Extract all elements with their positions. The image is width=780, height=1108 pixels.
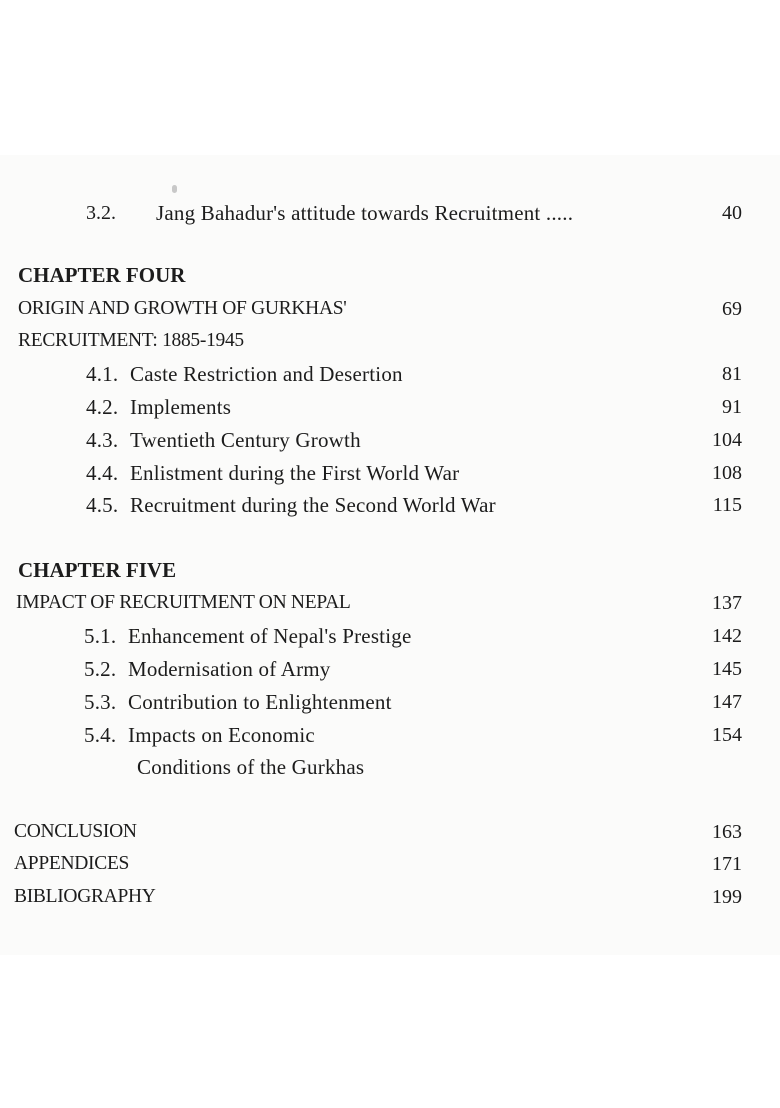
section-title: Modernisation of Army bbox=[128, 657, 331, 681]
section-title: Impacts on Economic bbox=[128, 723, 315, 747]
page-number: 154 bbox=[712, 724, 742, 746]
section-title: Caste Restriction and Desertion bbox=[130, 362, 403, 386]
section-title: Recruitment during the Second World War bbox=[130, 493, 496, 517]
page-number: 171 bbox=[712, 853, 742, 875]
chapter-label bbox=[0, 260, 780, 290]
section-number: 3.2. bbox=[86, 202, 116, 224]
page-number: 91 bbox=[722, 396, 742, 418]
toc-entry bbox=[0, 359, 780, 389]
page-number: 147 bbox=[712, 691, 742, 713]
toc-entry bbox=[0, 720, 780, 750]
chapter-four-title-cont: RECRUITMENT: 1885-1945 bbox=[18, 330, 244, 351]
toc-entry bbox=[0, 392, 780, 422]
section-number: 5.4. bbox=[84, 723, 117, 747]
section-number: 5.1. bbox=[84, 624, 117, 648]
page-number: 137 bbox=[712, 592, 742, 614]
section-number: 4.5. bbox=[86, 493, 119, 517]
toc-entry-cont bbox=[0, 752, 780, 782]
section-title: Twentieth Century Growth bbox=[130, 428, 361, 452]
section-title: Jang Bahadur's attitude towards Recruitment ..... bbox=[156, 201, 574, 225]
appendices-title: APPENDICES bbox=[14, 853, 130, 874]
chapter-five-title: IMPACT OF RECRUITMENT ON NEPAL bbox=[16, 592, 351, 613]
section-number: 4.4. bbox=[86, 461, 119, 485]
page-number: 40 bbox=[722, 202, 742, 224]
page-number: 115 bbox=[712, 494, 742, 516]
section-number: 4.1. bbox=[86, 362, 119, 386]
chapter-five-label: CHAPTER FIVE bbox=[18, 558, 177, 582]
page-number: 199 bbox=[712, 886, 742, 908]
toc-entry bbox=[0, 817, 780, 847]
chapter-title bbox=[0, 294, 780, 324]
section-title: Contribution to Enlightenment bbox=[128, 690, 392, 714]
page-number: 69 bbox=[722, 298, 742, 320]
toc-entry bbox=[0, 198, 780, 228]
page-number: 163 bbox=[712, 821, 742, 843]
scan-speck bbox=[172, 185, 177, 193]
toc-entry bbox=[0, 490, 780, 520]
toc-entry bbox=[0, 458, 780, 488]
page-number: 81 bbox=[722, 363, 742, 385]
chapter-four-title: ORIGIN AND GROWTH OF GURKHAS' bbox=[18, 298, 347, 319]
toc-entry bbox=[0, 882, 780, 912]
toc-entry bbox=[0, 654, 780, 684]
chapter-title bbox=[0, 588, 780, 618]
section-number: 5.3. bbox=[84, 690, 117, 714]
toc-entry bbox=[0, 849, 780, 879]
section-number: 4.2. bbox=[86, 395, 119, 419]
chapter-label bbox=[0, 555, 780, 585]
toc-entry bbox=[0, 621, 780, 651]
section-title-cont: Conditions of the Gurkhas bbox=[137, 755, 365, 779]
toc-entry bbox=[0, 425, 780, 455]
conclusion-title: CONCLUSION bbox=[14, 821, 137, 842]
section-number: 5.2. bbox=[84, 657, 117, 681]
page-number: 108 bbox=[712, 462, 742, 484]
page-number: 142 bbox=[712, 625, 742, 647]
section-title: Implements bbox=[130, 395, 232, 419]
section-number: 4.3. bbox=[86, 428, 119, 452]
chapter-title-cont bbox=[0, 326, 780, 356]
bibliography-title: BIBLIOGRAPHY bbox=[14, 886, 156, 907]
toc-entry bbox=[0, 687, 780, 717]
chapter-four-label: CHAPTER FOUR bbox=[18, 263, 186, 287]
section-title: Enhancement of Nepal's Prestige bbox=[128, 624, 412, 648]
page-number: 104 bbox=[712, 429, 742, 451]
section-title: Enlistment during the First World War bbox=[130, 461, 460, 485]
page-number: 145 bbox=[712, 658, 742, 680]
